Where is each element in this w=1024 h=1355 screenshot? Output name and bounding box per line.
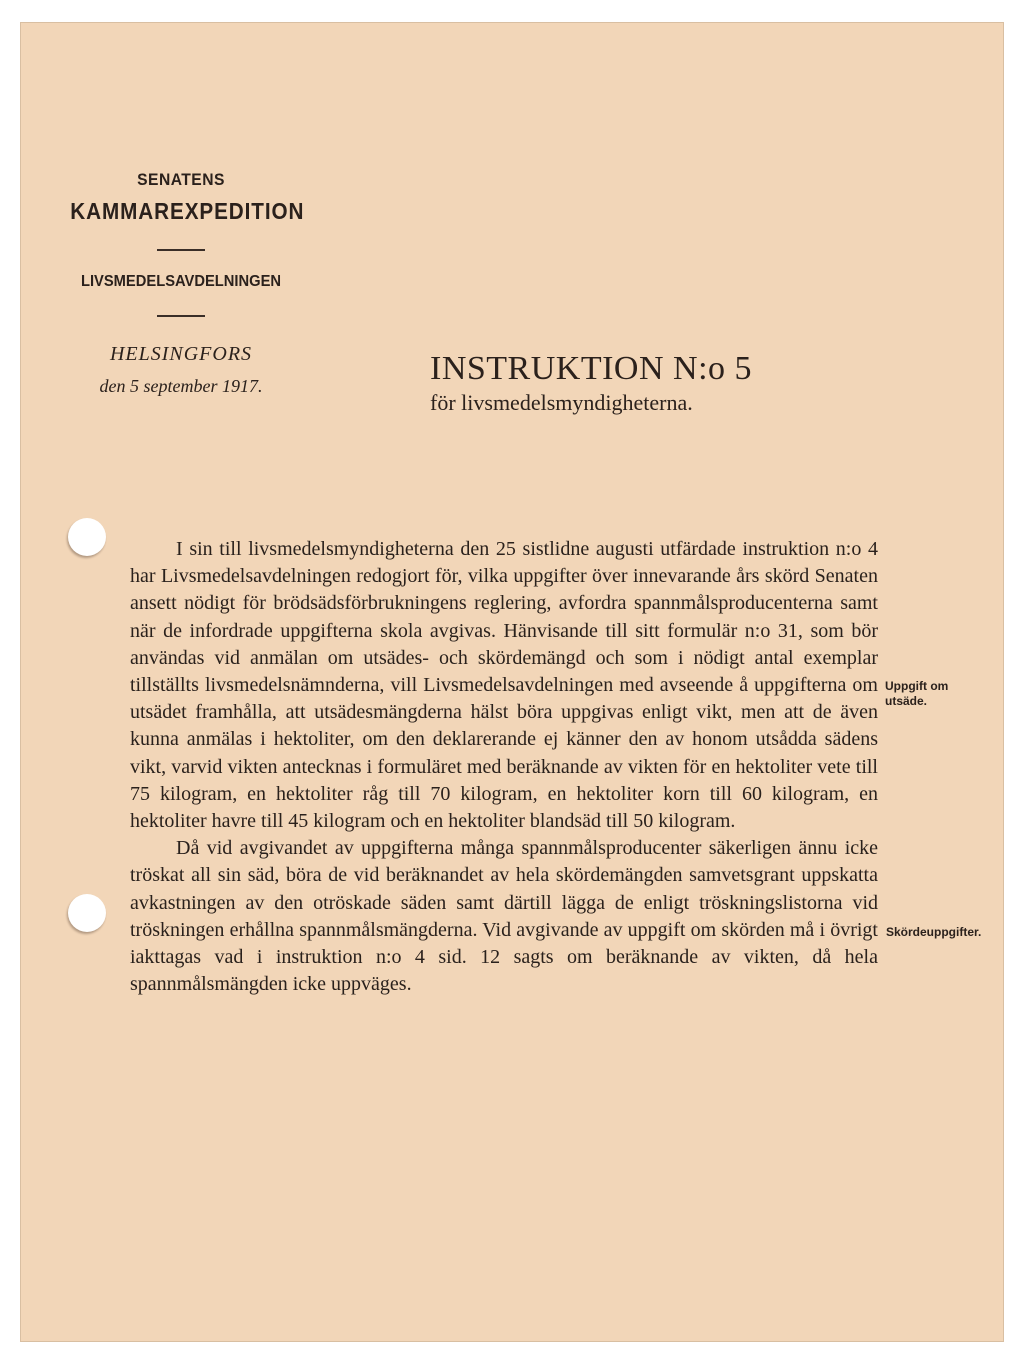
divider (157, 315, 205, 317)
letterhead (58, 170, 304, 397)
document-title: INSTRUKTION N:o 5 (430, 350, 753, 387)
document-subtitle: för livsmedelsmyndigheterna. (430, 390, 693, 415)
margin-note-utsade: Uppgift om utsäde. (885, 679, 949, 708)
margin-note-skordeuppgifter: Skördeuppgifter. (886, 925, 982, 939)
body-text (130, 536, 878, 998)
department-name: LIVSMEDELSAVDELNINGEN (80, 273, 282, 290)
punch-hole (68, 518, 106, 556)
letterhead-line1: SENATENS (137, 170, 225, 189)
place-name: HELSINGFORS (109, 343, 253, 365)
letterhead-line2: KAMMAREXPEDITION (70, 198, 305, 224)
paragraph-2: Då vid avgivandet av uppgifterna många spannmålsproducenter säkerligen ännu icke tröskat all sin säd, böra de vid beräknandet av hela skördemängden samvetsgrant uppskatta avkastningen av den otröskade säden samt därtill lägga de enligt tröskningslistorna vid tröskningen erhållna spannmålsmängderna. Vid avgivande av uppgift om skörden må i övrigt iakttagas vad i instruktion n:o 4 sid. 12 sagts om beräknande av vikten, då hela spannmålsmängden icke uppväges. (130, 837, 878, 996)
document-date: den 5 september 1917. (99, 376, 263, 396)
divider (157, 249, 205, 251)
paragraph-1: I sin till livsmedelsmyndigheterna den 25 sistlidne augusti utfärdade instruktion n:o 4 har Livsmedelsavdelningen redogjort för, vilka uppgifter över innevarande års skörd Senaten ansett nödigt för brödsädsförbrukningens reglering, avfordra spannmålsproducenterna samt när de infordrade uppgifterna skola avgivas. Hänvisande till sitt formulär n:o 31, som bör användas vid anmälan om utsädes- och skördemängd och som i nödigt antal exemplar tillställts livsmedelsnämnderna, vill Livsmedelsavdelningen med avseende å uppgifterna om utsädet framhålla, att utsädesmängderna hälst böra uppgivas enligt vikt, men att de även kunna anmälas i hektoliter, om den deklarerande ej känner den av honom utsådda sädens vikt, varvid vikten antecknas i formuläret med beräknande av vikten för en hektoliter vete till 75 kilogram, en hektoliter råg till 70 kilogram, en hektoliter korn till 60 kilogram, en hektoliter havre till 45 kilogram och en hektoliter blandsäd till 50 kilogram. (130, 538, 878, 833)
punch-hole (68, 894, 106, 932)
title-block (430, 350, 752, 416)
